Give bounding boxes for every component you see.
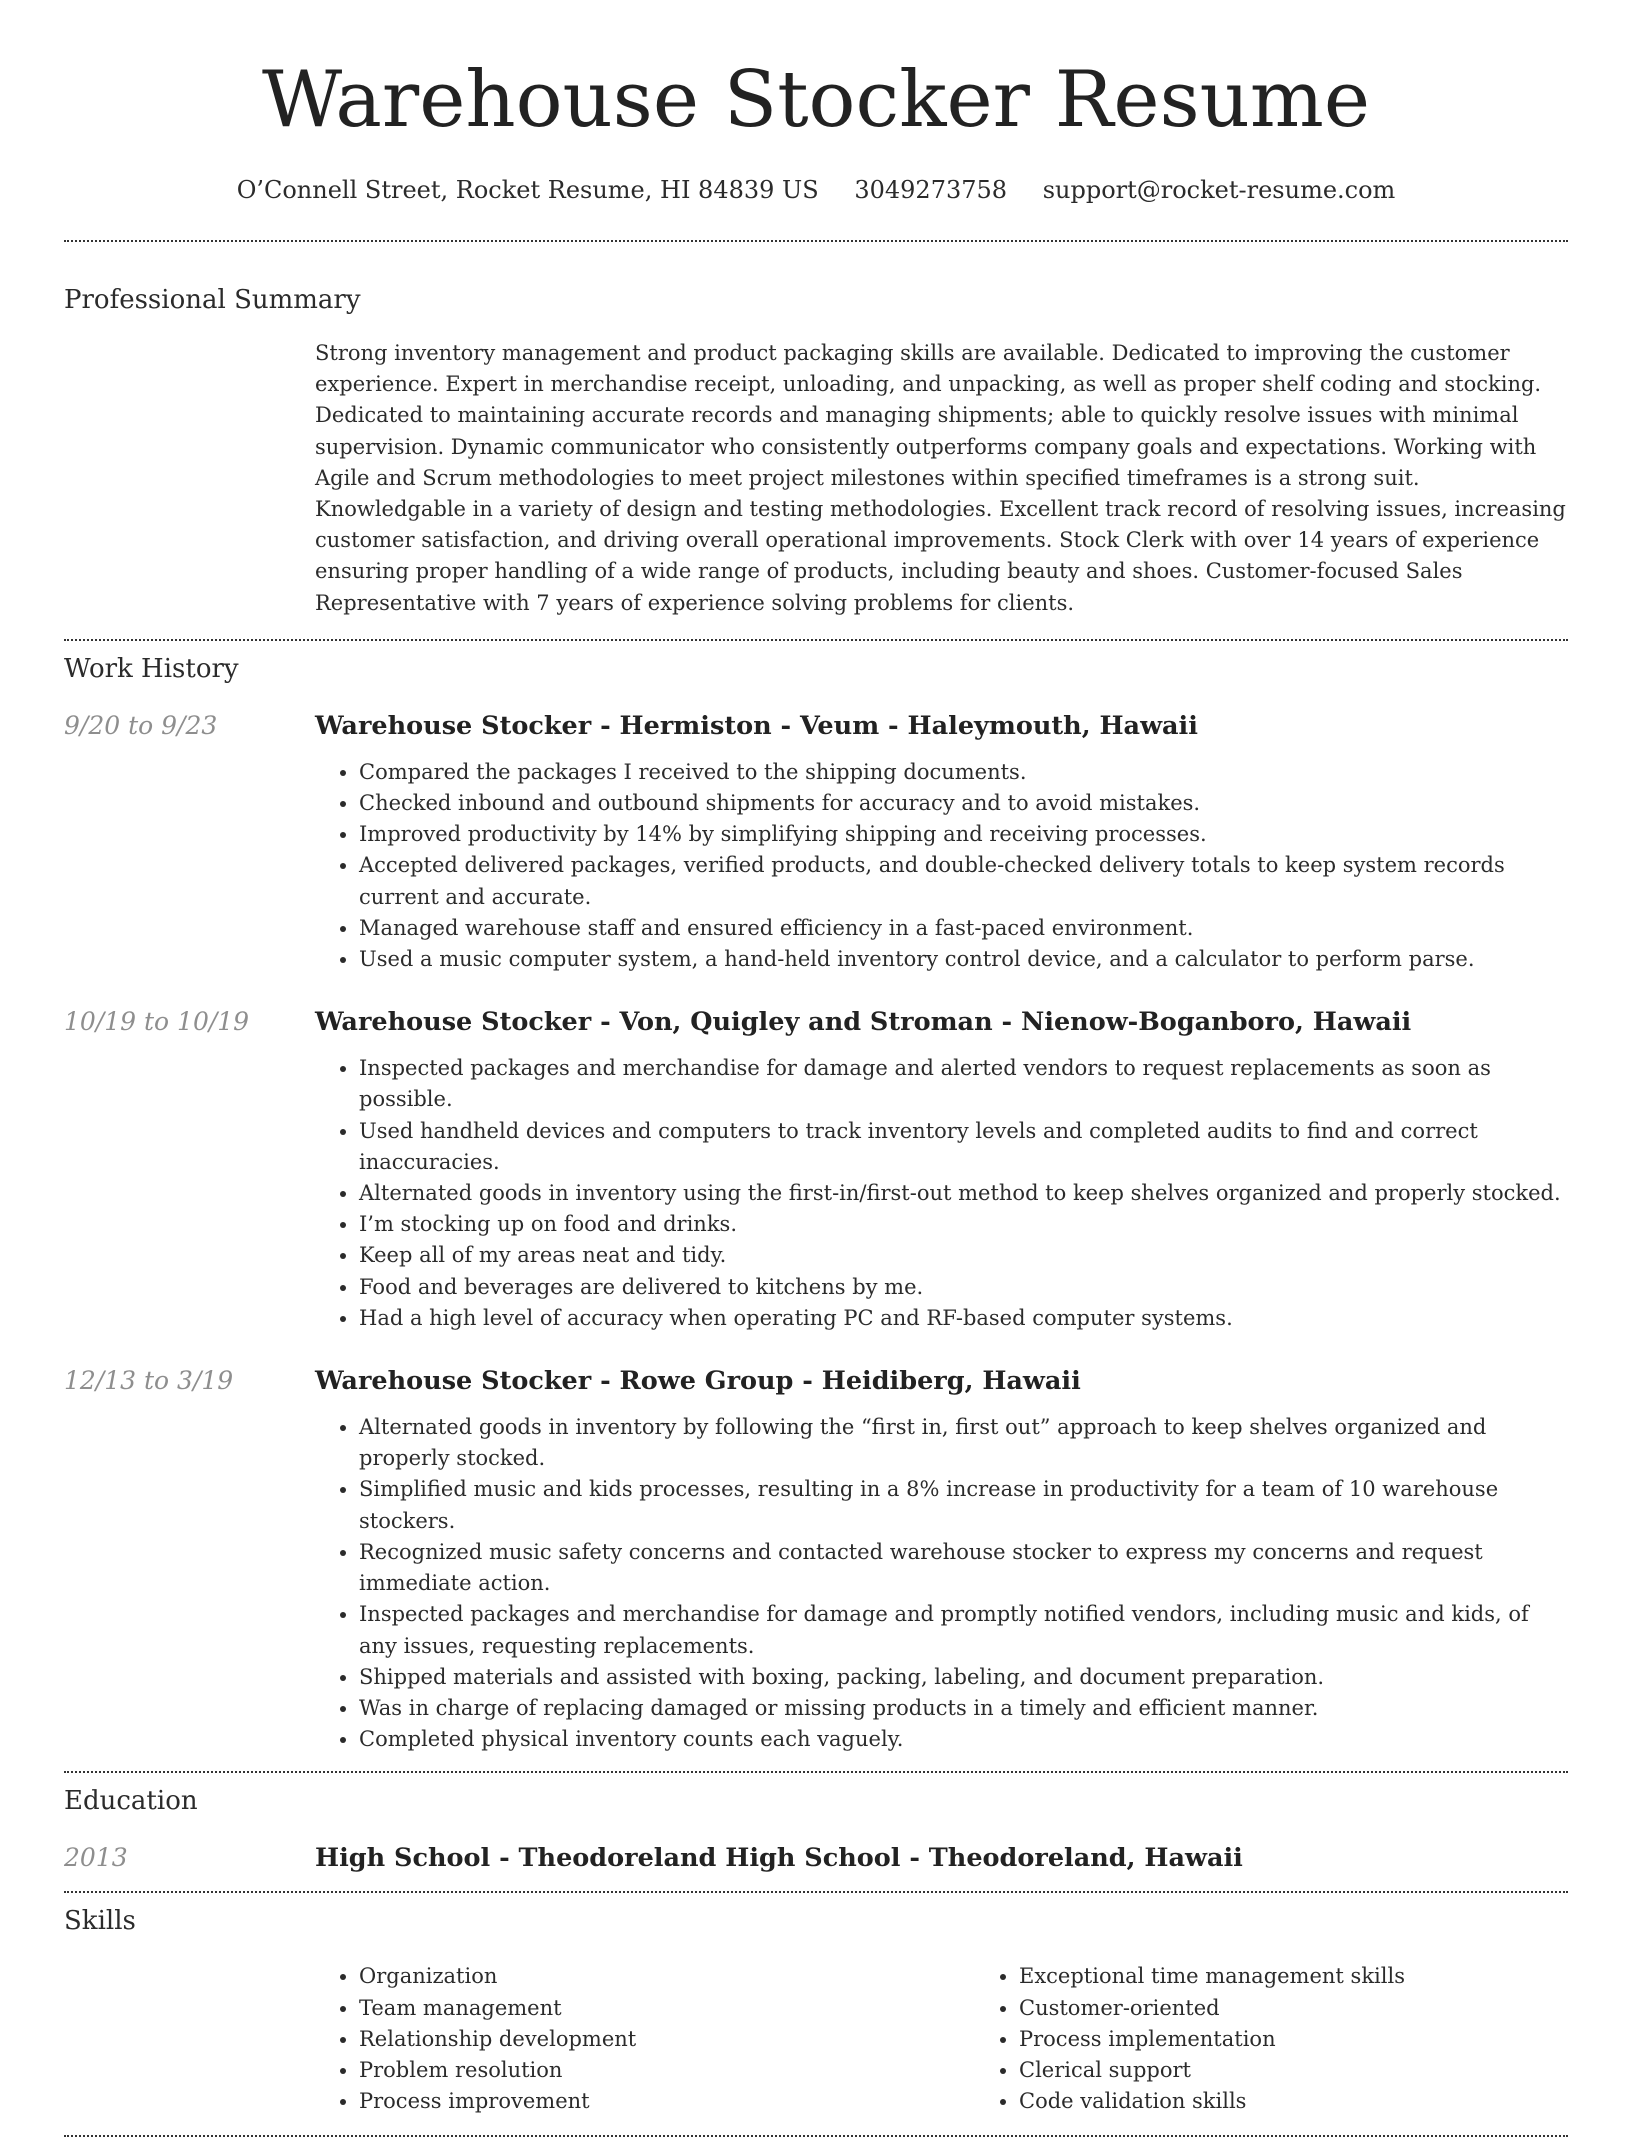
list-item: • Process implementation: [1019, 2024, 1632, 2055]
work-history-heading: Work History: [64, 653, 239, 684]
education-entry: [64, 1841, 1568, 1875]
contact-email: support@rocket-resume.com: [1042, 176, 1396, 204]
summary-spacer: [64, 338, 315, 619]
education-title: High School - Theodoreland High School - Theodoreland, Hawaii: [315, 1843, 1243, 1874]
list-item: • Compared the packages I received to the shipping documents.: [359, 757, 1568, 788]
education-year: 2013: [64, 1843, 128, 1873]
job-bullets: [315, 1053, 1568, 1334]
education-heading: Education: [64, 1786, 198, 1817]
summary-heading: Professional Summary: [64, 285, 361, 315]
list-item: • Completed physical inventory counts each vaguely.: [359, 1724, 1568, 1755]
job-entry: [64, 1005, 1568, 1334]
contact-phone: 3049273758: [854, 176, 1008, 204]
work-history-section: [64, 641, 1568, 1755]
skills-section: [64, 1893, 1568, 2117]
list-item: • Used handheld devices and computers to track inventory levels and completed audits to find and correct inaccuracies.: [359, 1116, 1568, 1178]
job-dates: 12/13 to 3/19: [64, 1366, 234, 1396]
list-item: • Code validation skills: [1019, 2086, 1632, 2117]
list-item: • Recognized music safety concerns and contacted warehouse stocker to express my concerns and request immediate action.: [359, 1537, 1568, 1599]
list-item: • Inspected packages and merchandise for damage and alerted vendors to request replacements as soon as possible.: [359, 1053, 1568, 1115]
job-title: Warehouse Stocker - Hermiston - Veum - Haleymouth, Hawaii: [315, 710, 1198, 741]
list-item: • Team management: [359, 1993, 975, 2024]
skills-list-right: [975, 1961, 1632, 2117]
list-item: • Food and beverages are delivered to kitchens by me.: [359, 1272, 1568, 1303]
list-item: • Managed warehouse staff and ensured efficiency in a fast-paced environment.: [359, 913, 1568, 944]
list-item: • Shipped materials and assisted with boxing, packing, labeling, and document preparation.: [359, 1662, 1568, 1693]
skills-spacer: [64, 1961, 315, 2117]
list-item: • Was in charge of replacing damaged or missing products in a timely and efficient manner.: [359, 1693, 1568, 1724]
list-item: • Checked inbound and outbound shipments for accuracy and to avoid mistakes.: [359, 788, 1568, 819]
list-item: • Problem resolution: [359, 2055, 975, 2086]
list-item: • Accepted delivered packages, verified products, and double-checked delivery totals to keep system records current and accurate.: [359, 850, 1568, 912]
list-item: • Used a music computer system, a hand-held inventory control device, and a calculator to perform parse.: [359, 944, 1568, 975]
list-item: • Inspected packages and merchandise for damage and promptly notified vendors, including music and kids, of any issues, requesting replacements.: [359, 1599, 1568, 1661]
skills-heading: Skills: [64, 1906, 136, 1937]
list-item: • Alternated goods in inventory by following the “first in, first out” approach to keep shelves organized and properly stocked.: [359, 1412, 1568, 1474]
skills-list-left: [315, 1961, 975, 2117]
contact-address: O’Connell Street, Rocket Resume, HI 84839 US: [236, 176, 819, 204]
job-dates: 10/19 to 10/19: [64, 1007, 250, 1037]
job-entry: [64, 709, 1568, 975]
list-item: • Simplified music and kids processes, resulting in a 8% increase in productivity for a team of 10 warehouse stockers.: [359, 1474, 1568, 1536]
job-title: Warehouse Stocker - Rowe Group - Heidiberg, Hawaii: [315, 1366, 1081, 1397]
list-item: • Exceptional time management skills: [1019, 1961, 1632, 1992]
contact-line: [64, 174, 1568, 206]
list-item: • Relationship development: [359, 2024, 975, 2055]
education-section: [64, 1773, 1568, 1875]
list-item: • Customer-oriented: [1019, 1993, 1632, 2024]
list-item: • Improved productivity by 14% by simplifying shipping and receiving processes.: [359, 819, 1568, 850]
job-title: Warehouse Stocker - Von, Quigley and Stroman - Nienow-Boganboro, Hawaii: [315, 1007, 1412, 1038]
job-bullets: [315, 1412, 1568, 1755]
resume-header: [64, 0, 1568, 206]
page-title: Warehouse Stocker Resume: [262, 55, 1370, 145]
list-item: • Had a high level of accuracy when operating PC and RF-based computer systems.: [359, 1303, 1568, 1334]
summary-text: Strong inventory management and product packaging skills are available. Dedicated to improving the customer experience. Expert in merchandise receipt, unloading, and unpacking, as well as proper shelf coding and stocking. Dedicated to maintaining accurate records and managing shipments; able to quickly resolve issues with minimal supervision. Dynamic communicator who consistently outperforms company goals and expectations. Working with Agile and Scrum methodologies to meet project milestones within specified timeframes is a strong suit. Knowledgable in a variety of design and testing methodologies. Excellent track record of resolving issues, increasing customer satisfaction, and driving overall operational improvements. Stock Clerk with over 14 years of experience ensuring proper handling of a wide range of products, including beauty and shoes. Customer-focused Sales Representative with 7 years of experience solving problems for clients.: [315, 341, 1566, 615]
list-item: • Process improvement: [359, 2086, 975, 2117]
job-bullets: [315, 757, 1568, 975]
skills-grid: [315, 1961, 1632, 2117]
list-item: • I’m stocking up on food and drinks.: [359, 1209, 1568, 1240]
job-entry: [64, 1364, 1568, 1755]
list-item: • Alternated goods in inventory using the first-in/first-out method to keep shelves organized and properly stocked.: [359, 1178, 1568, 1209]
summary-section: [64, 242, 1568, 619]
list-item: • Keep all of my areas neat and tidy.: [359, 1240, 1568, 1271]
job-dates: 9/20 to 9/23: [64, 710, 218, 740]
list-item: • Organization: [359, 1961, 975, 1992]
list-item: • Clerical support: [1019, 2055, 1632, 2086]
